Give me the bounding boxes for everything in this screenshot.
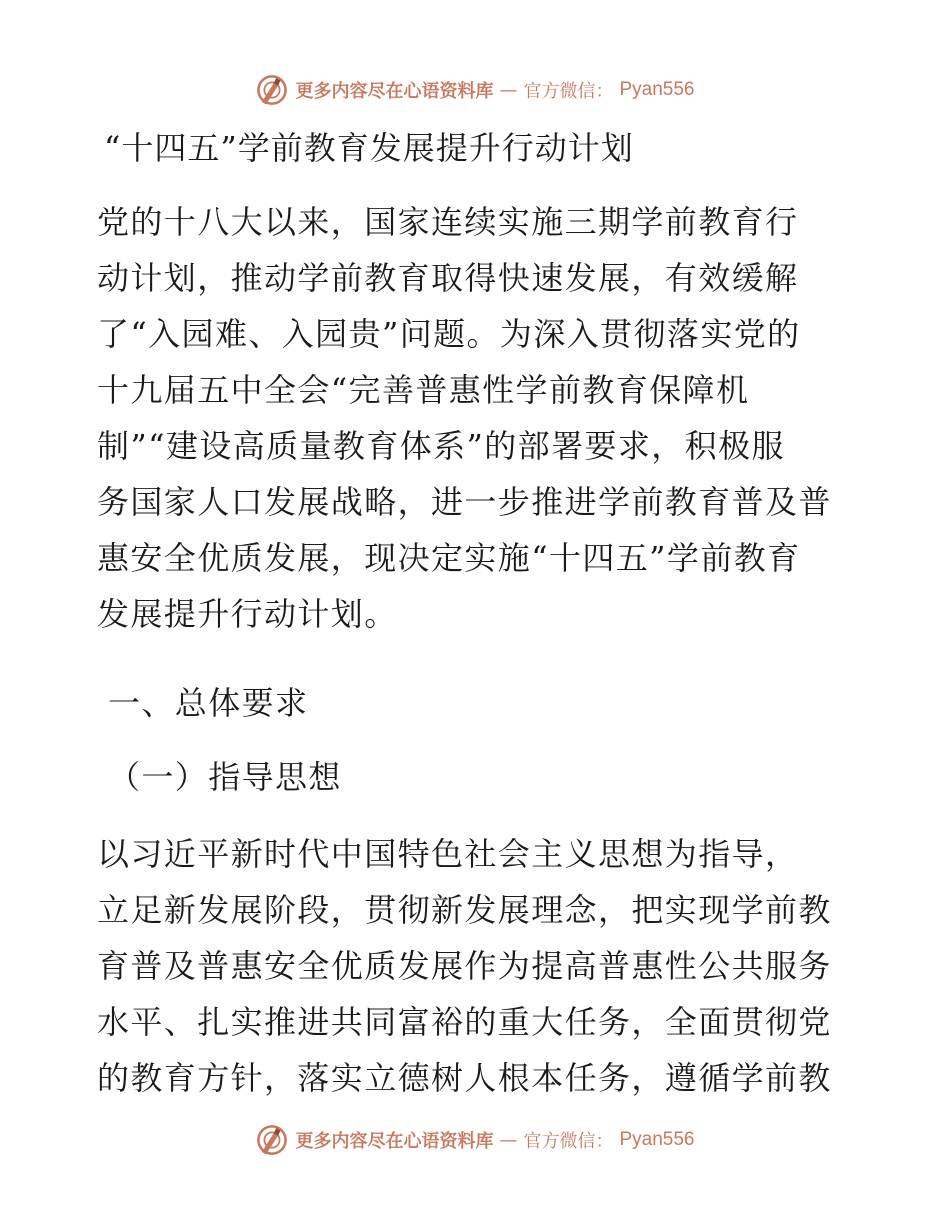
intro-line: 惠安全优质发展，现决定实施“十四五”学前教育	[97, 539, 801, 577]
intro-line: 十九届五中全会“完善普惠性学前教育保障机	[97, 371, 750, 409]
watermark-wechat-id: Pyan556	[619, 79, 695, 100]
guide-paragraph	[97, 826, 857, 1106]
intro-line: 制”“建设高质量教育体系”的部署要求，积极服	[97, 427, 785, 465]
pen-circle-logo-icon	[255, 1123, 289, 1157]
header-watermark	[0, 70, 950, 110]
section-heading: 一、总体要求	[108, 684, 309, 722]
intro-line: 党的十八大以来，国家连续实施三期学前教育行	[97, 203, 799, 241]
guide-line: 育普及普惠安全优质发展作为提高普惠性公共服务	[97, 947, 832, 985]
watermark-brand-text: 更多内容尽在心语资料库	[295, 1131, 494, 1152]
footer-watermark	[0, 1120, 950, 1160]
document-title: “十四五”学前教育发展提升行动计划	[104, 129, 634, 167]
guide-line: 水平、扎实推进共同富裕的重大任务，全面贯彻党	[97, 1003, 832, 1041]
watermark-wechat-label: 官方微信：	[523, 81, 614, 102]
pen-circle-logo-icon	[255, 73, 289, 107]
intro-paragraph	[97, 194, 857, 642]
subsection-heading: （一）指导思想	[108, 758, 342, 796]
intro-line: 务国家人口发展战略，进一步推进学前教育普及普	[97, 483, 832, 521]
watermark-separator: —	[499, 79, 518, 101]
guide-line: 的教育方针，落实立德树人根本任务，遵循学前教	[97, 1059, 832, 1097]
guide-line: 立足新发展阶段，贯彻新发展理念，把实现学前教	[97, 891, 832, 929]
intro-line: 动计划，推动学前教育取得快速发展，有效缓解	[97, 259, 799, 297]
watermark-separator: —	[499, 1129, 518, 1151]
watermark-wechat-label: 官方微信：	[523, 1131, 614, 1152]
watermark-wechat-id: Pyan556	[619, 1129, 695, 1150]
watermark-brand-text: 更多内容尽在心语资料库	[295, 81, 494, 102]
intro-line: 发展提升行动计划。	[97, 595, 398, 633]
intro-line: 了“入园难、入园贵”问题。为深入贯彻落实党的	[97, 315, 801, 353]
guide-line: 以习近平新时代中国特色社会主义思想为指导，	[97, 835, 799, 873]
